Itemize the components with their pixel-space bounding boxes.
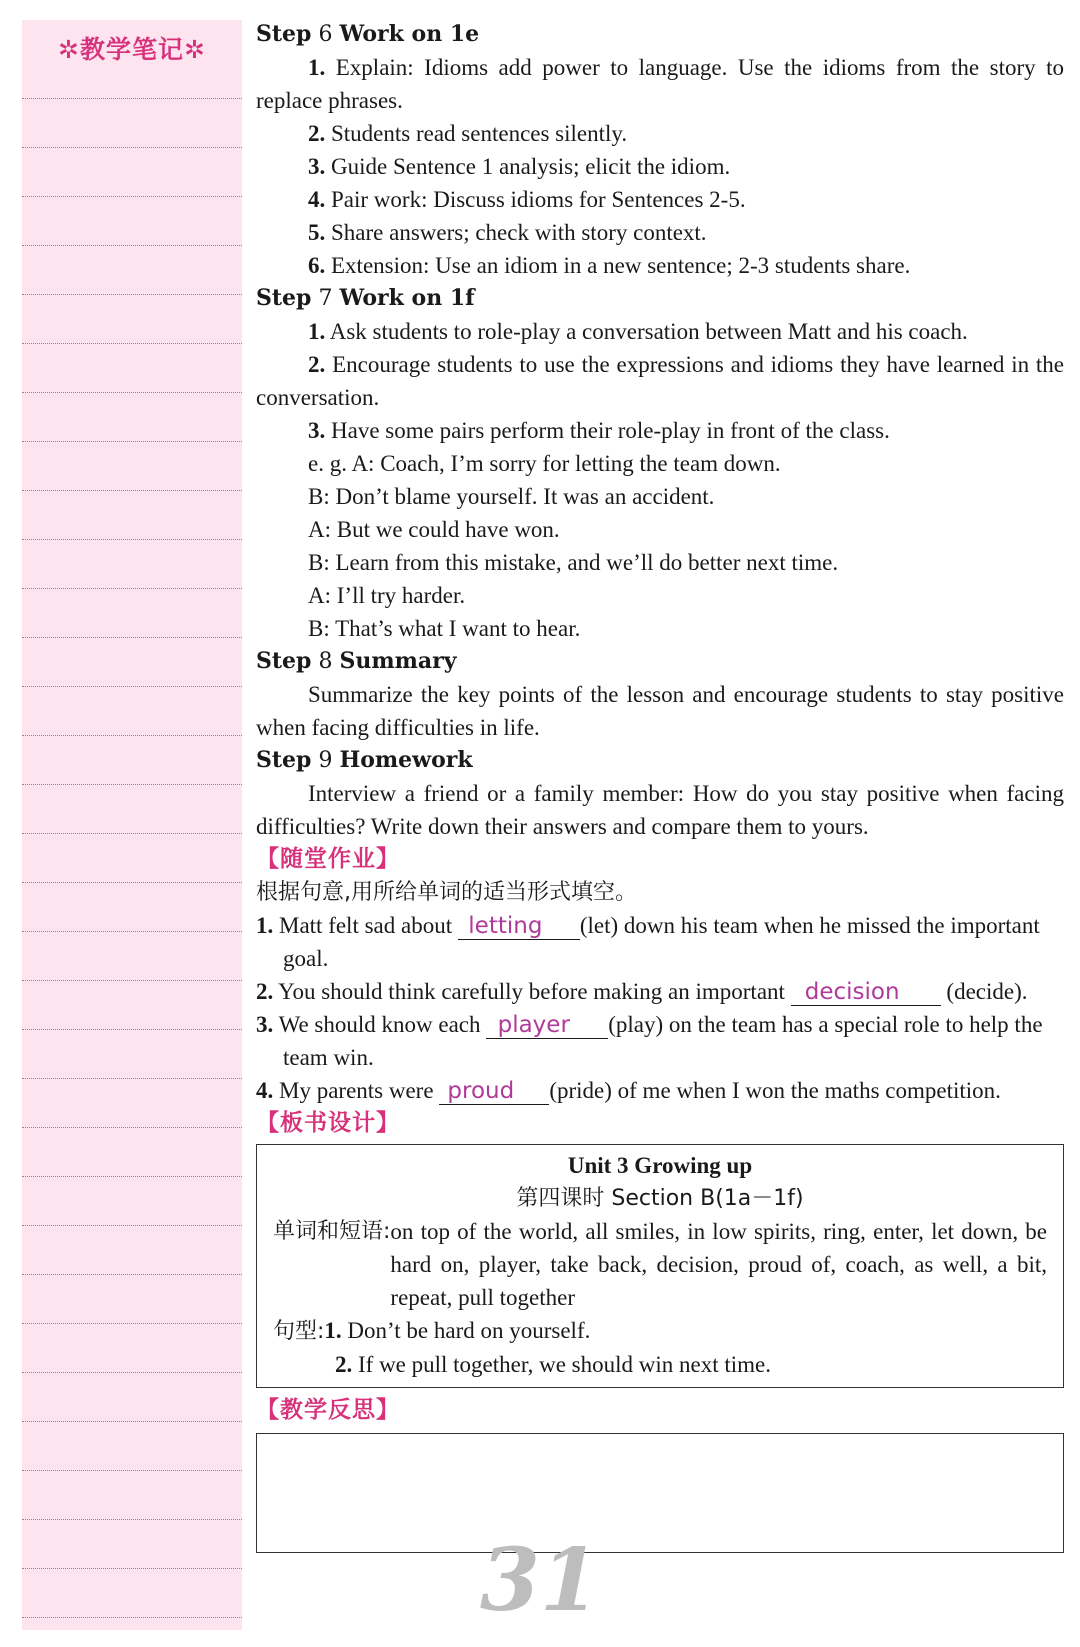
dialogue-line: B: That’s what I want to hear. [308, 616, 581, 641]
step6-item: 3. Guide Sentence 1 analysis; elicit the idiom. [308, 154, 731, 179]
note-line [22, 931, 242, 932]
step8-heading: Step 8 Summary [256, 648, 457, 674]
note-line [22, 539, 242, 540]
dialogue-line: A: But we could have won. [308, 517, 560, 542]
board-words-label: 单词和短语: [273, 1219, 391, 1244]
note-line [22, 588, 242, 589]
answer-blank: decision [791, 979, 941, 1006]
note-line [22, 1274, 242, 1275]
note-line [22, 441, 242, 442]
step6-item: 5. Share answers; check with story context. [308, 220, 707, 245]
note-line [22, 735, 242, 736]
note-line [22, 1372, 242, 1373]
step6-item: 1. Explain: Idioms add power to language. Use the idioms from the story to replace phrases. [256, 55, 1064, 113]
note-line [22, 882, 242, 883]
lesson-content [256, 18, 1064, 1553]
exercise-item: 1. Matt felt sad about letting (let) down his team when he missed the important goal. [256, 913, 1040, 971]
answer-blank: letting [458, 913, 580, 940]
page-number: 31 [480, 1530, 600, 1631]
note-line [22, 245, 242, 246]
step7-item: 2. Encourage students to use the expressions and idioms they have learned in the conversation. [256, 352, 1064, 410]
note-line [22, 343, 242, 344]
note-line [22, 1176, 242, 1177]
dialogue-line: B: Don’t blame yourself. It was an accident. [308, 484, 715, 509]
teaching-notes-column [22, 20, 242, 1630]
note-line [22, 147, 242, 148]
note-line [22, 637, 242, 638]
board-sentence: 句型:1. Don’t be hard on yourself. [273, 1318, 591, 1344]
note-line [22, 1078, 242, 1079]
board-lesson: 第四课时 Section B(1a－1f) [516, 1186, 804, 1211]
reflection-header: 【教学反思】 [256, 1397, 400, 1423]
note-line [22, 1617, 242, 1618]
step7-heading: Step 7 Work on 1f [256, 285, 475, 311]
exercise-item: 3. We should know each player (play) on the team has a special role to help the team win. [256, 1012, 1043, 1070]
board-design-box [256, 1144, 1064, 1388]
note-line [22, 833, 242, 834]
step6-item: 6. Extension: Use an idiom in a new sentence; 2-3 students share. [308, 253, 911, 278]
note-line [22, 1421, 242, 1422]
dialogue-line: e. g. A: Coach, I’m sorry for letting the team down. [308, 451, 781, 476]
note-line [22, 1519, 242, 1520]
exercise-instruction: 根据句意,用所给单词的适当形式填空。 [256, 880, 637, 905]
step7-item: 3. Have some pairs perform their role-play in front of the class. [308, 418, 890, 443]
step7-item: 1. Ask students to role-play a conversation between Matt and his coach. [308, 319, 968, 344]
note-line [22, 1029, 242, 1030]
note-line [22, 784, 242, 785]
exercise-item: 2. You should think carefully before making an important decision (decide). [256, 979, 1028, 1005]
note-line [22, 1568, 242, 1569]
board-sentence: 2. If we pull together, we should win next time. [335, 1352, 771, 1377]
teaching-notes-title: ✲教学笔记✲ [58, 35, 206, 64]
board-header: 【板书设计】 [256, 1110, 400, 1136]
step6-item: 4. Pair work: Discuss idioms for Sentences 2-5. [308, 187, 746, 212]
note-line [22, 980, 242, 981]
exercise-header: 【随堂作业】 [256, 846, 400, 872]
note-line [22, 490, 242, 491]
board-unit-title: Unit 3 Growing up [567, 1153, 753, 1178]
note-line [22, 1225, 242, 1226]
dialogue-line: A: I’ll try harder. [308, 583, 466, 608]
note-line [22, 392, 242, 393]
note-line [22, 196, 242, 197]
note-line [22, 98, 242, 99]
step8-text: Summarize the key points of the lesson and encourage students to stay positive when facing difficulties in life. [256, 682, 1064, 740]
board-words [273, 1215, 1047, 1314]
step6-item: 2. Students read sentences silently. [308, 121, 628, 146]
reflection-box [256, 1433, 1064, 1553]
board-words-text: on top of the world, all smiles, in low spirits, ring, enter, let down, be hard on, player, take back, decision, proud of, coach, as well, a bit, repeat, pull together [390, 1219, 1047, 1310]
note-line [22, 1323, 242, 1324]
note-line [22, 686, 242, 687]
step6-heading: Step 6 Work on 1e [256, 21, 480, 47]
answer-blank: proud [439, 1078, 549, 1105]
dialogue-line: B: Learn from this mistake, and we’ll do better next time. [308, 550, 839, 575]
exercise-item: 4. My parents were proud (pride) of me when I won the maths competition. [256, 1078, 1001, 1104]
answer-blank: player [486, 1012, 608, 1039]
step9-heading: Step 9 Homework [256, 747, 473, 773]
note-line [22, 294, 242, 295]
note-line [22, 1127, 242, 1128]
note-line [22, 1470, 242, 1471]
step9-text: Interview a friend or a family member: How do you stay positive when facing difficulties? Write down their answers and compare them to yours. [256, 781, 1064, 839]
